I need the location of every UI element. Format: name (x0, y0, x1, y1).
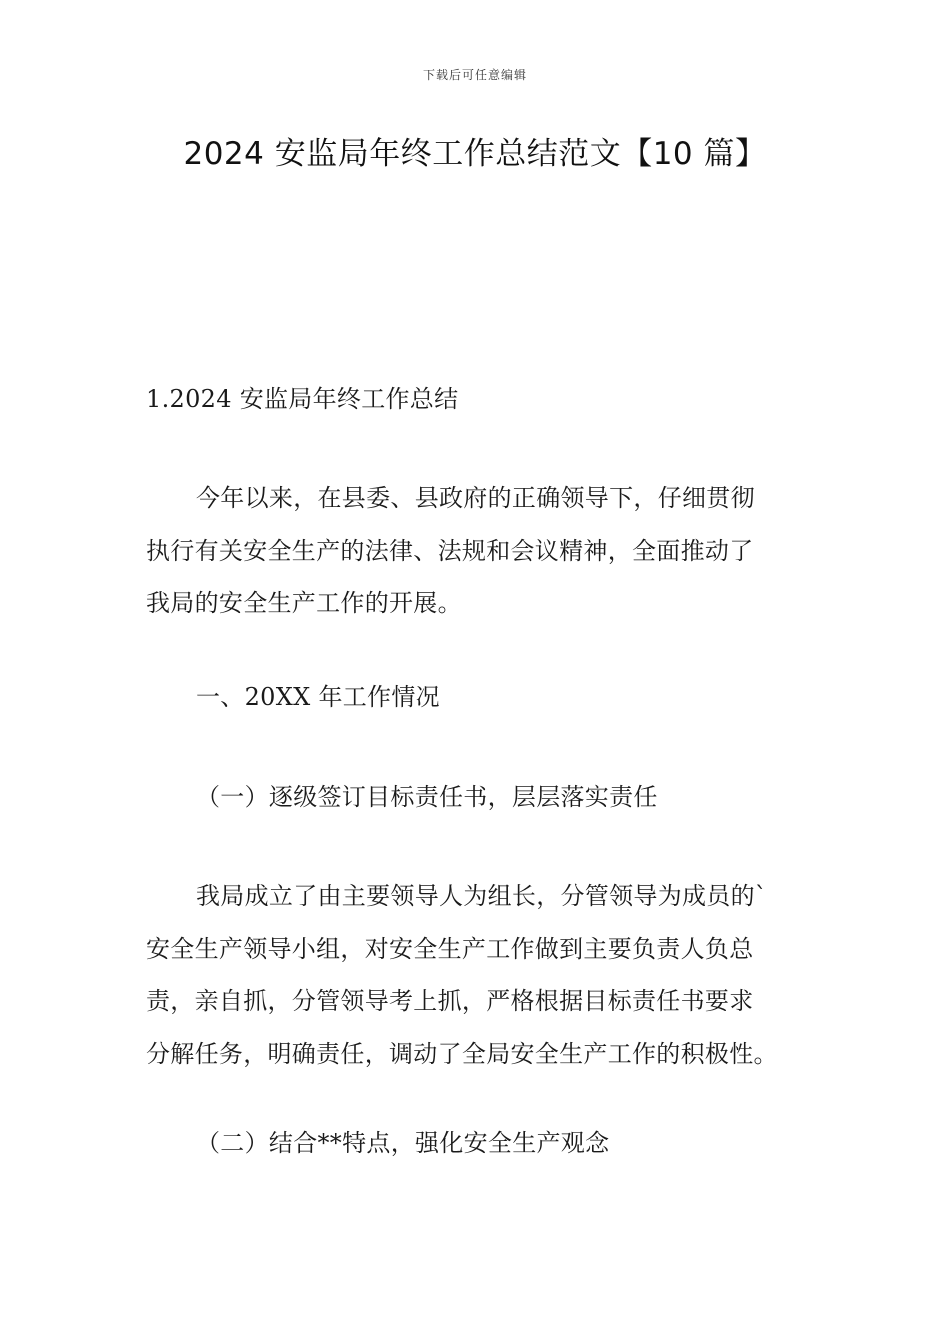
paragraph-line: 我局成立了由主要领导人为组长，分管领导为成员的` (196, 882, 768, 910)
paragraph-line: 责，亲自抓，分管领导考上抓，严格根据目标责任书要求 (146, 987, 754, 1015)
part-one-heading: 一、20XX 年工作情况 (196, 683, 440, 711)
paragraph-line: 分解任务，明确责任，调动了全局安全生产工作的积极性。 (146, 1039, 778, 1068)
section-heading: 1.2024 安监局年终工作总结 (146, 385, 459, 413)
paragraph-line: 今年以来，在县委、县政府的正确领导下，仔细贯彻 (196, 484, 755, 512)
paragraph-line: 安全生产领导小组，对安全生产工作做到主要负责人负总 (146, 934, 754, 963)
body-paragraph (146, 870, 811, 1080)
subsection-two-heading: （二）结合**特点，强化安全生产观念 (196, 1129, 610, 1157)
intro-paragraph (146, 472, 811, 630)
paragraph-line: 我局的安全生产工作的开展。 (146, 589, 462, 617)
paragraph-line: 执行有关安全生产的法律、法规和会议精神，全面推动了 (146, 536, 754, 565)
page-header-note: 下载后可任意编辑 (422, 68, 527, 82)
document-title: 2024 安监局年终工作总结范文【10 篇】 (183, 136, 767, 172)
subsection-one-heading: （一）逐级签订目标责任书，层层落实责任 (196, 783, 658, 811)
